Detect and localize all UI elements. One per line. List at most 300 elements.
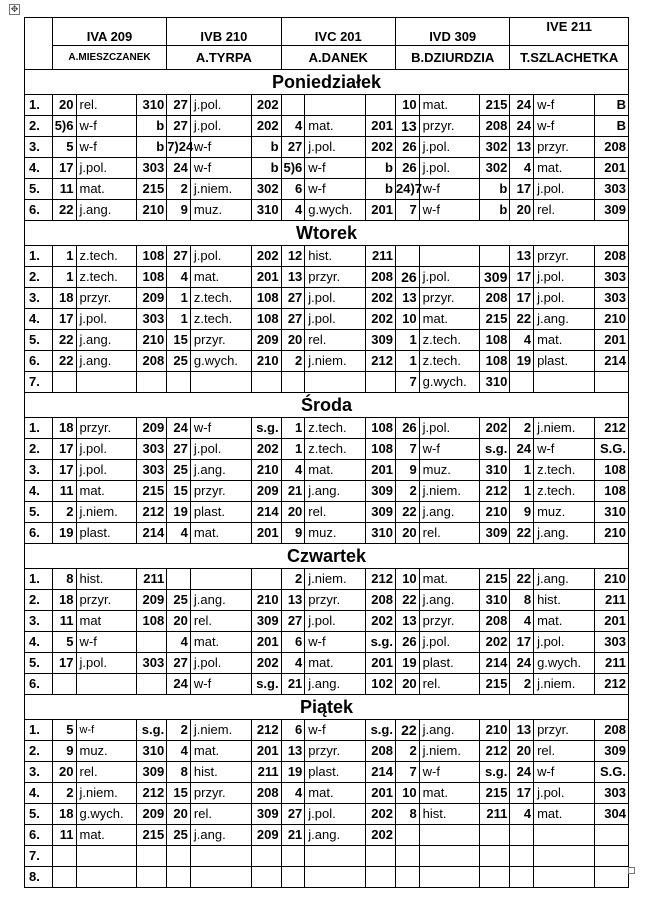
room-number	[137, 674, 167, 695]
teacher-number: 20	[281, 502, 305, 523]
table-move-handle[interactable]	[9, 4, 20, 15]
teacher-number: 19	[510, 351, 534, 372]
teacher-number: 17	[52, 158, 76, 179]
teacher-number: 4	[281, 460, 305, 481]
subject: j.pol.	[419, 137, 480, 158]
subject: mat.	[534, 804, 595, 825]
room-number: 210	[137, 200, 167, 221]
room-number: 303	[137, 439, 167, 460]
lesson-row	[25, 418, 629, 439]
subject	[190, 569, 251, 590]
lesson-row	[25, 200, 629, 221]
teacher-number: 1	[395, 351, 419, 372]
room-number: B	[594, 116, 628, 137]
teacher-number: 4	[167, 523, 191, 544]
room-number	[366, 372, 396, 393]
lesson-row	[25, 674, 629, 695]
subject: rel.	[534, 741, 595, 762]
lesson-number: 3.	[25, 762, 53, 783]
teacher-number: 4	[167, 741, 191, 762]
teacher-number: 5	[52, 137, 76, 158]
room-number: s.g.	[480, 762, 510, 783]
teacher-number: 20	[167, 611, 191, 632]
subject: rel.	[305, 330, 366, 351]
room-number: 303	[594, 632, 628, 653]
lesson-row	[25, 116, 629, 137]
room-number: 215	[480, 95, 510, 116]
day-header-row	[25, 695, 629, 720]
subject: muz.	[534, 502, 595, 523]
subject	[76, 846, 137, 867]
subject: mat.	[305, 460, 366, 481]
room-number: s.g.	[366, 632, 396, 653]
subject: j.ang.	[534, 523, 595, 544]
lesson-row	[25, 846, 629, 867]
subject: muz.	[76, 741, 137, 762]
subject: g.wych.	[419, 372, 480, 393]
teacher-number: 19	[281, 762, 305, 783]
subject: j.niem.	[534, 418, 595, 439]
room-number: s.g.	[251, 674, 281, 695]
room-number	[366, 95, 396, 116]
teacher-number: 26	[395, 267, 419, 288]
subject	[419, 846, 480, 867]
teacher-number: 22	[52, 330, 76, 351]
subject: przyr.	[419, 116, 480, 137]
lesson-number: 4.	[25, 158, 53, 179]
room-number: 303	[594, 179, 628, 200]
lesson-row	[25, 288, 629, 309]
subject: mat.	[190, 523, 251, 544]
teacher-number: 15	[167, 330, 191, 351]
teacher-number: 22	[52, 351, 76, 372]
subject: hist.	[76, 569, 137, 590]
class-name-iva: IVA 209	[52, 18, 166, 46]
teacher-number: 19	[167, 502, 191, 523]
subject: j.pol.	[419, 158, 480, 179]
room-number: s.g.	[251, 418, 281, 439]
room-number: 304	[594, 804, 628, 825]
teacher-number: 8	[395, 804, 419, 825]
lesson-row	[25, 309, 629, 330]
lesson-row	[25, 137, 629, 158]
teacher-number: 8	[52, 569, 76, 590]
teacher-number: 25	[167, 351, 191, 372]
room-number: 208	[366, 267, 396, 288]
subject	[76, 674, 137, 695]
teacher-number: 27	[167, 439, 191, 460]
subject: rel.	[76, 762, 137, 783]
subject: j.niem.	[305, 351, 366, 372]
lesson-number: 5.	[25, 179, 53, 200]
room-number	[251, 867, 281, 888]
teacher-number: 2	[167, 720, 191, 741]
subject: j.niem.	[419, 481, 480, 502]
subject: j.niem.	[534, 674, 595, 695]
subject: j.ang.	[419, 590, 480, 611]
subject: w-f	[419, 200, 480, 221]
room-number: 303	[594, 288, 628, 309]
room-number	[480, 846, 510, 867]
room-number: 310	[366, 523, 396, 544]
subject: przyr.	[419, 611, 480, 632]
subject: z.tech.	[76, 246, 137, 267]
room-number: s.g.	[137, 720, 167, 741]
timetable	[24, 17, 629, 888]
subject: w-f	[534, 439, 595, 460]
room-number: 309	[366, 481, 396, 502]
room-number: 201	[366, 116, 396, 137]
subject: plast.	[305, 762, 366, 783]
teacher-number: 17	[52, 439, 76, 460]
room-number: 202	[366, 804, 396, 825]
room-number: 202	[251, 116, 281, 137]
subject: j.ang.	[190, 825, 251, 846]
teacher-number: 13	[510, 137, 534, 158]
lesson-number: 1.	[25, 569, 53, 590]
room-number: 310	[480, 372, 510, 393]
room-number: 208	[594, 720, 628, 741]
subject: mat.	[190, 267, 251, 288]
teacher-number: 26	[395, 158, 419, 179]
subject	[419, 867, 480, 888]
room-number: b	[366, 179, 396, 200]
teacher-number: 25	[167, 825, 191, 846]
teacher-number: 7	[395, 439, 419, 460]
teacher-number: 24	[167, 418, 191, 439]
room-number: 209	[137, 590, 167, 611]
subject	[305, 867, 366, 888]
lesson-number: 1.	[25, 246, 53, 267]
teacher-number: 13	[510, 720, 534, 741]
subject: z.tech.	[419, 351, 480, 372]
subject	[305, 372, 366, 393]
room-number: 202	[251, 653, 281, 674]
teacher-number: 2	[167, 179, 191, 200]
room-number: 210	[251, 460, 281, 481]
lesson-number: 2.	[25, 590, 53, 611]
teacher-number: 2	[395, 741, 419, 762]
subject: j.pol.	[76, 653, 137, 674]
room-number	[137, 632, 167, 653]
room-number: 215	[137, 825, 167, 846]
teacher-number: 4	[281, 116, 305, 137]
subject: g.wych.	[76, 804, 137, 825]
room-number	[480, 867, 510, 888]
teacher-number: 4	[510, 804, 534, 825]
subject	[534, 846, 595, 867]
room-number: 108	[137, 611, 167, 632]
subject: z.tech.	[76, 267, 137, 288]
room-number: b	[366, 158, 396, 179]
room-number: 208	[594, 246, 628, 267]
teacher-number: 13	[395, 116, 419, 137]
subject: rel.	[419, 674, 480, 695]
subject: j.pol.	[305, 137, 366, 158]
room-number: 201	[251, 267, 281, 288]
subject: z.tech.	[534, 481, 595, 502]
lesson-number: 2.	[25, 741, 53, 762]
room-number: 211	[480, 804, 510, 825]
subject	[76, 867, 137, 888]
teacher-number: 1	[510, 460, 534, 481]
subject	[190, 372, 251, 393]
room-number: 209	[251, 481, 281, 502]
teacher-number: 22	[52, 200, 76, 221]
room-number	[480, 246, 510, 267]
room-number: 212	[137, 502, 167, 523]
teacher-number: 17	[52, 653, 76, 674]
lesson-number: 6.	[25, 825, 53, 846]
subject: j.pol.	[76, 309, 137, 330]
subject: w-f	[419, 439, 480, 460]
teacher-number: 4	[167, 267, 191, 288]
room-number: 108	[366, 418, 396, 439]
room-number: 210	[251, 351, 281, 372]
room-number: 201	[251, 632, 281, 653]
teacher-number: 7	[395, 200, 419, 221]
subject: j.pol.	[305, 804, 366, 825]
subject: przyr.	[419, 288, 480, 309]
lesson-row	[25, 267, 629, 288]
teacher-number: 24)7	[395, 179, 419, 200]
room-number: 210	[480, 720, 510, 741]
teacher-header-row	[25, 46, 629, 70]
room-number: 208	[480, 611, 510, 632]
lesson-number: 1.	[25, 720, 53, 741]
subject: z.tech.	[419, 330, 480, 351]
subject: z.tech.	[305, 439, 366, 460]
room-number: 202	[251, 439, 281, 460]
subject: j.niem.	[190, 720, 251, 741]
lesson-row	[25, 611, 629, 632]
teacher-number: 18	[52, 804, 76, 825]
teacher-number: 1	[167, 288, 191, 309]
resize-square-icon[interactable]	[628, 867, 635, 874]
subject: j.pol.	[190, 95, 251, 116]
subject: mat.	[419, 95, 480, 116]
teacher-number: 24	[510, 116, 534, 137]
teacher-number: 8	[167, 762, 191, 783]
room-number: 309	[480, 523, 510, 544]
subject: przyr.	[190, 330, 251, 351]
teacher-number	[510, 867, 534, 888]
subject: j.niem.	[190, 179, 251, 200]
room-number	[594, 846, 628, 867]
room-number: 309	[137, 762, 167, 783]
room-number: 214	[137, 523, 167, 544]
teacher-ive: T.SZLACHETKA	[510, 46, 629, 70]
subject: j.pol.	[76, 460, 137, 481]
subject: j.ang.	[305, 674, 366, 695]
teacher-number: 24	[510, 762, 534, 783]
room-number: 108	[480, 330, 510, 351]
teacher-number: 2	[395, 481, 419, 502]
lesson-row	[25, 502, 629, 523]
subject: g.wych.	[534, 653, 595, 674]
teacher-number: 2	[510, 418, 534, 439]
room-number: 208	[366, 590, 396, 611]
subject	[190, 867, 251, 888]
subject: z.tech.	[305, 418, 366, 439]
teacher-number	[52, 372, 76, 393]
room-number: 202	[366, 137, 396, 158]
subject: w-f	[190, 674, 251, 695]
teacher-number: 1	[52, 246, 76, 267]
teacher-number: 27	[281, 288, 305, 309]
teacher-number: 1	[510, 481, 534, 502]
lesson-row	[25, 590, 629, 611]
room-number: S.G.	[594, 439, 628, 460]
day-name: Poniedziałek	[25, 70, 629, 95]
lesson-number: 6.	[25, 351, 53, 372]
teacher-number: 27	[281, 137, 305, 158]
subject: j.pol.	[305, 309, 366, 330]
teacher-number: 18	[52, 418, 76, 439]
teacher-number: 13	[510, 246, 534, 267]
teacher-number: 17	[510, 288, 534, 309]
teacher-number	[167, 846, 191, 867]
lesson-number: 7.	[25, 372, 53, 393]
room-number: b	[480, 179, 510, 200]
subject: przyr.	[534, 720, 595, 741]
lesson-number: 6.	[25, 674, 53, 695]
subject: mat.	[419, 783, 480, 804]
teacher-number: 9	[281, 523, 305, 544]
room-number: 310	[137, 741, 167, 762]
subject: j.pol.	[419, 267, 480, 288]
room-number: s.g.	[366, 720, 396, 741]
subject	[534, 867, 595, 888]
subject: w-f	[419, 762, 480, 783]
subject: j.ang.	[534, 309, 595, 330]
room-number: 208	[480, 116, 510, 137]
room-number: 202	[366, 611, 396, 632]
lesson-number: 3.	[25, 611, 53, 632]
lesson-row	[25, 720, 629, 741]
teacher-number: 5	[52, 632, 76, 653]
room-number: 303	[137, 158, 167, 179]
teacher-number: 13	[395, 611, 419, 632]
teacher-number: 20	[510, 741, 534, 762]
lesson-number: 3.	[25, 288, 53, 309]
teacher-number: 13	[281, 590, 305, 611]
teacher-number: 4	[281, 200, 305, 221]
room-number: 209	[137, 804, 167, 825]
room-number: B	[594, 95, 628, 116]
lesson-number: 5.	[25, 330, 53, 351]
teacher-number: 18	[52, 590, 76, 611]
room-number: 212	[480, 741, 510, 762]
room-number: 108	[251, 309, 281, 330]
subject	[190, 846, 251, 867]
room-number: 212	[594, 674, 628, 695]
room-number: 303	[137, 653, 167, 674]
subject: j.ang.	[190, 590, 251, 611]
subject: j.pol.	[76, 439, 137, 460]
teacher-number: 27	[167, 246, 191, 267]
room-number: 214	[251, 502, 281, 523]
subject: j.pol.	[190, 246, 251, 267]
room-number	[251, 569, 281, 590]
teacher-number	[510, 372, 534, 393]
room-number: 310	[594, 502, 628, 523]
room-number: 210	[594, 309, 628, 330]
teacher-number: 7)24	[167, 137, 191, 158]
day-name: Wtorek	[25, 221, 629, 246]
teacher-number	[52, 867, 76, 888]
subject: w-f	[190, 137, 251, 158]
teacher-number: 10	[395, 783, 419, 804]
lesson-row	[25, 351, 629, 372]
teacher-number: 9	[395, 460, 419, 481]
day-header-row	[25, 70, 629, 95]
subject: mat.	[419, 309, 480, 330]
room-number: 211	[137, 569, 167, 590]
lesson-row	[25, 804, 629, 825]
room-number: 309	[251, 804, 281, 825]
lesson-row	[25, 95, 629, 116]
lesson-row	[25, 481, 629, 502]
room-number: 201	[251, 523, 281, 544]
subject: hist.	[305, 246, 366, 267]
teacher-number: 25	[167, 590, 191, 611]
subject: j.pol.	[534, 783, 595, 804]
teacher-number: 24	[510, 95, 534, 116]
teacher-number: 6	[281, 179, 305, 200]
subject: przyr.	[76, 590, 137, 611]
room-number: 309	[480, 267, 510, 288]
room-number: 209	[137, 288, 167, 309]
room-number: 208	[480, 288, 510, 309]
day-name: Czwartek	[25, 544, 629, 569]
teacher-number	[281, 846, 305, 867]
teacher-number: 22	[510, 569, 534, 590]
teacher-number	[281, 372, 305, 393]
teacher-number: 15	[167, 783, 191, 804]
room-number: b	[137, 137, 167, 158]
teacher-number: 11	[52, 179, 76, 200]
class-name-ivb: IVB 210	[167, 18, 281, 46]
subject: j.ang.	[76, 200, 137, 221]
subject: j.pol.	[534, 632, 595, 653]
teacher-number: 17	[510, 267, 534, 288]
room-number: 210	[594, 569, 628, 590]
teacher-number: 12	[281, 246, 305, 267]
subject: mat.	[419, 569, 480, 590]
room-number: 202	[366, 309, 396, 330]
subject	[305, 95, 366, 116]
teacher-number: 24	[167, 158, 191, 179]
teacher-number: 21	[281, 825, 305, 846]
room-number: 212	[366, 569, 396, 590]
teacher-number: 2	[281, 569, 305, 590]
teacher-number: 19	[52, 523, 76, 544]
room-number: 214	[366, 762, 396, 783]
teacher-number: 26	[395, 632, 419, 653]
teacher-number: 11	[52, 825, 76, 846]
room-number: 309	[251, 611, 281, 632]
teacher-number: 11	[52, 481, 76, 502]
room-number: b	[480, 200, 510, 221]
subject: muz.	[190, 200, 251, 221]
subject: rel.	[190, 804, 251, 825]
subject: hist.	[419, 804, 480, 825]
room-number: 215	[137, 481, 167, 502]
subject: w-f	[305, 632, 366, 653]
lesson-number: 6.	[25, 200, 53, 221]
teacher-number	[167, 569, 191, 590]
